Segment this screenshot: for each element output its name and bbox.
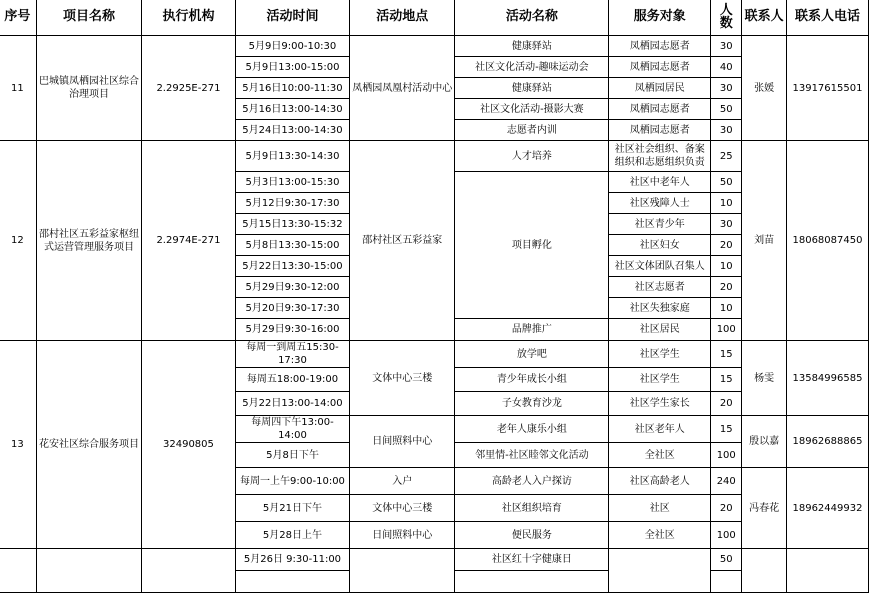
cell-time: 每周一到周五15:30-17:30 xyxy=(235,341,349,368)
cell-phone: 18962449932 xyxy=(786,468,868,549)
cell-activity: 品牌推广 xyxy=(455,319,609,341)
cell-activity: 邻里情-社区睦邻文化活动 xyxy=(455,443,609,468)
cell-location: 邵村社区五彩益家 xyxy=(350,141,455,341)
cell-time xyxy=(235,571,349,593)
cell-count: 30 xyxy=(711,78,742,99)
cell-target: 凤栖园志愿者 xyxy=(609,57,711,78)
table-row xyxy=(0,36,869,57)
cell-count: 20 xyxy=(711,235,742,256)
cell-seq: 12 xyxy=(0,141,36,341)
cell-time: 5月15日13:30-15:32 xyxy=(235,214,349,235)
cell-phone: 18068087450 xyxy=(786,141,868,341)
cell-contact: 杨雯 xyxy=(742,341,787,416)
cell-org: 2.2925E-271 xyxy=(142,36,236,141)
cell-time: 5月28日上午 xyxy=(235,522,349,549)
cell-location: 日间照料中心 xyxy=(350,522,455,549)
cell-org: 2.2974E-271 xyxy=(142,141,236,341)
cell-target: 社区学生 xyxy=(609,341,711,368)
cell-activity: 健康驿站 xyxy=(455,36,609,57)
cell-time: 5月16日13:00-14:30 xyxy=(235,99,349,120)
cell-phone xyxy=(786,549,868,593)
cell-time: 5月29日9:30-16:00 xyxy=(235,319,349,341)
cell-time: 5月8日13:30-15:00 xyxy=(235,235,349,256)
cell-activity: 青少年成长小组 xyxy=(455,368,609,392)
cell-project: 巴城镇凤栖园社区综合治理项目 xyxy=(36,36,141,141)
cell-time: 5月22日13:30-15:00 xyxy=(235,256,349,277)
cell-target: 凤栖园居民 xyxy=(609,78,711,99)
cell-location xyxy=(350,549,455,593)
cell-count: 15 xyxy=(711,368,742,392)
cell-activity: 项目孵化 xyxy=(455,172,609,319)
cell-time: 5月20日9:30-17:30 xyxy=(235,298,349,319)
cell-contact: 冯春花 xyxy=(742,468,787,549)
cell-target: 凤栖园志愿者 xyxy=(609,99,711,120)
cell-count: 30 xyxy=(711,36,742,57)
cell-time: 5月26日 9:30-11:00 xyxy=(235,549,349,571)
cell-time: 5月3日13:00-15:30 xyxy=(235,172,349,193)
cell-target: 社区中老年人 xyxy=(609,172,711,193)
cell-activity: 子女教育沙龙 xyxy=(455,392,609,416)
cell-location: 入户 xyxy=(350,468,455,495)
header-phone: 联系人电话 xyxy=(786,0,868,36)
cell-activity xyxy=(455,571,609,593)
cell-target: 社区残障人士 xyxy=(609,193,711,214)
cell-count: 50 xyxy=(711,549,742,571)
cell-target: 社区青少年 xyxy=(609,214,711,235)
cell-activity: 社区文化活动-摄影大赛 xyxy=(455,99,609,120)
cell-count: 25 xyxy=(711,141,742,172)
cell-count: 100 xyxy=(711,319,742,341)
cell-time: 5月9日9:00-10:30 xyxy=(235,36,349,57)
table-row xyxy=(0,141,869,172)
cell-project: 邵村社区五彩益家枢纽式运营管理服务项目 xyxy=(36,141,141,341)
cell-contact: 张媛 xyxy=(742,36,787,141)
cell-time: 每周一上午9:00-10:00 xyxy=(235,468,349,495)
cell-location: 文体中心三楼 xyxy=(350,341,455,416)
cell-activity: 健康驿站 xyxy=(455,78,609,99)
cell-count: 10 xyxy=(711,298,742,319)
header-row xyxy=(0,0,869,36)
cell-time: 5月9日13:00-15:00 xyxy=(235,57,349,78)
table-row xyxy=(0,341,869,368)
cell-activity: 社区组织培育 xyxy=(455,495,609,522)
cell-time: 5月8日下午 xyxy=(235,443,349,468)
cell-seq: 11 xyxy=(0,36,36,141)
header-seq: 序号 xyxy=(0,0,36,36)
cell-time: 5月21日下午 xyxy=(235,495,349,522)
cell-time: 每周四下午13:00-14:00 xyxy=(235,416,349,443)
cell-target: 社区失独家庭 xyxy=(609,298,711,319)
cell-time: 5月29日9:30-12:00 xyxy=(235,277,349,298)
cell-contact: 刘苗 xyxy=(742,141,787,341)
cell-time: 5月16日10:00-11:30 xyxy=(235,78,349,99)
cell-activity: 人才培养 xyxy=(455,141,609,172)
cell-phone: 13584996585 xyxy=(786,341,868,416)
cell-location: 日间照料中心 xyxy=(350,416,455,468)
cell-time: 5月9日13:30-14:30 xyxy=(235,141,349,172)
cell-count: 30 xyxy=(711,120,742,141)
cell-target: 社区文体团队召集人 xyxy=(609,256,711,277)
cell-target: 社区学生 xyxy=(609,368,711,392)
cell-time: 5月12日9:30-17:30 xyxy=(235,193,349,214)
header-target: 服务对象 xyxy=(609,0,711,36)
cell-project xyxy=(36,549,141,593)
header-project: 项目名称 xyxy=(36,0,141,36)
cell-target: 社区志愿者 xyxy=(609,277,711,298)
cell-time: 5月22日13:00-14:00 xyxy=(235,392,349,416)
cell-target: 社区居民 xyxy=(609,319,711,341)
cell-target: 凤栖园志愿者 xyxy=(609,120,711,141)
cell-count: 10 xyxy=(711,193,742,214)
header-contact: 联系人 xyxy=(742,0,787,36)
cell-activity: 放学吧 xyxy=(455,341,609,368)
cell-activity: 高龄老人入户探访 xyxy=(455,468,609,495)
cell-count: 15 xyxy=(711,341,742,368)
cell-activity: 便民服务 xyxy=(455,522,609,549)
cell-count: 15 xyxy=(711,416,742,443)
cell-count: 10 xyxy=(711,256,742,277)
header-time: 活动时间 xyxy=(235,0,349,36)
cell-project: 花安社区综合服务项目 xyxy=(36,341,141,549)
cell-target: 社区高龄老人 xyxy=(609,468,711,495)
cell-count: 50 xyxy=(711,99,742,120)
cell-count xyxy=(711,571,742,593)
cell-activity: 社区文化活动-趣味运动会 xyxy=(455,57,609,78)
cell-count: 20 xyxy=(711,277,742,298)
cell-target xyxy=(609,549,711,593)
table-row xyxy=(0,549,869,571)
header-location: 活动地点 xyxy=(350,0,455,36)
cell-count: 240 xyxy=(711,468,742,495)
cell-target: 社区妇女 xyxy=(609,235,711,256)
cell-activity: 社区红十字健康日 xyxy=(455,549,609,571)
cell-contact xyxy=(742,549,787,593)
cell-org xyxy=(142,549,236,593)
cell-target: 全社区 xyxy=(609,522,711,549)
cell-count: 100 xyxy=(711,522,742,549)
cell-target: 全社区 xyxy=(609,443,711,468)
cell-target: 社区学生家长 xyxy=(609,392,711,416)
cell-location: 凤栖园凤凰村活动中心 xyxy=(350,36,455,141)
cell-count: 40 xyxy=(711,57,742,78)
cell-phone: 13917615501 xyxy=(786,36,868,141)
header-activity: 活动名称 xyxy=(455,0,609,36)
cell-target: 社区老年人 xyxy=(609,416,711,443)
cell-time: 5月24日13:00-14:30 xyxy=(235,120,349,141)
cell-activity: 老年人康乐小组 xyxy=(455,416,609,443)
cell-seq: 13 xyxy=(0,341,36,549)
cell-phone: 18962688865 xyxy=(786,416,868,468)
cell-count: 50 xyxy=(711,172,742,193)
cell-count: 100 xyxy=(711,443,742,468)
cell-target: 凤栖园志愿者 xyxy=(609,36,711,57)
cell-activity: 志愿者内训 xyxy=(455,120,609,141)
cell-org: 32490805 xyxy=(142,341,236,549)
cell-time: 每周五18:00-19:00 xyxy=(235,368,349,392)
cell-count: 20 xyxy=(711,495,742,522)
header-count: 人数 xyxy=(711,0,742,36)
cell-location: 文体中心三楼 xyxy=(350,495,455,522)
cell-contact: 殷以嘉 xyxy=(742,416,787,468)
cell-count: 30 xyxy=(711,214,742,235)
cell-count: 20 xyxy=(711,392,742,416)
header-org: 执行机构 xyxy=(142,0,236,36)
cell-target: 社区社会组织、备案组织和志愿组织负责 xyxy=(609,141,711,172)
cell-seq xyxy=(0,549,36,593)
cell-target: 社区 xyxy=(609,495,711,522)
